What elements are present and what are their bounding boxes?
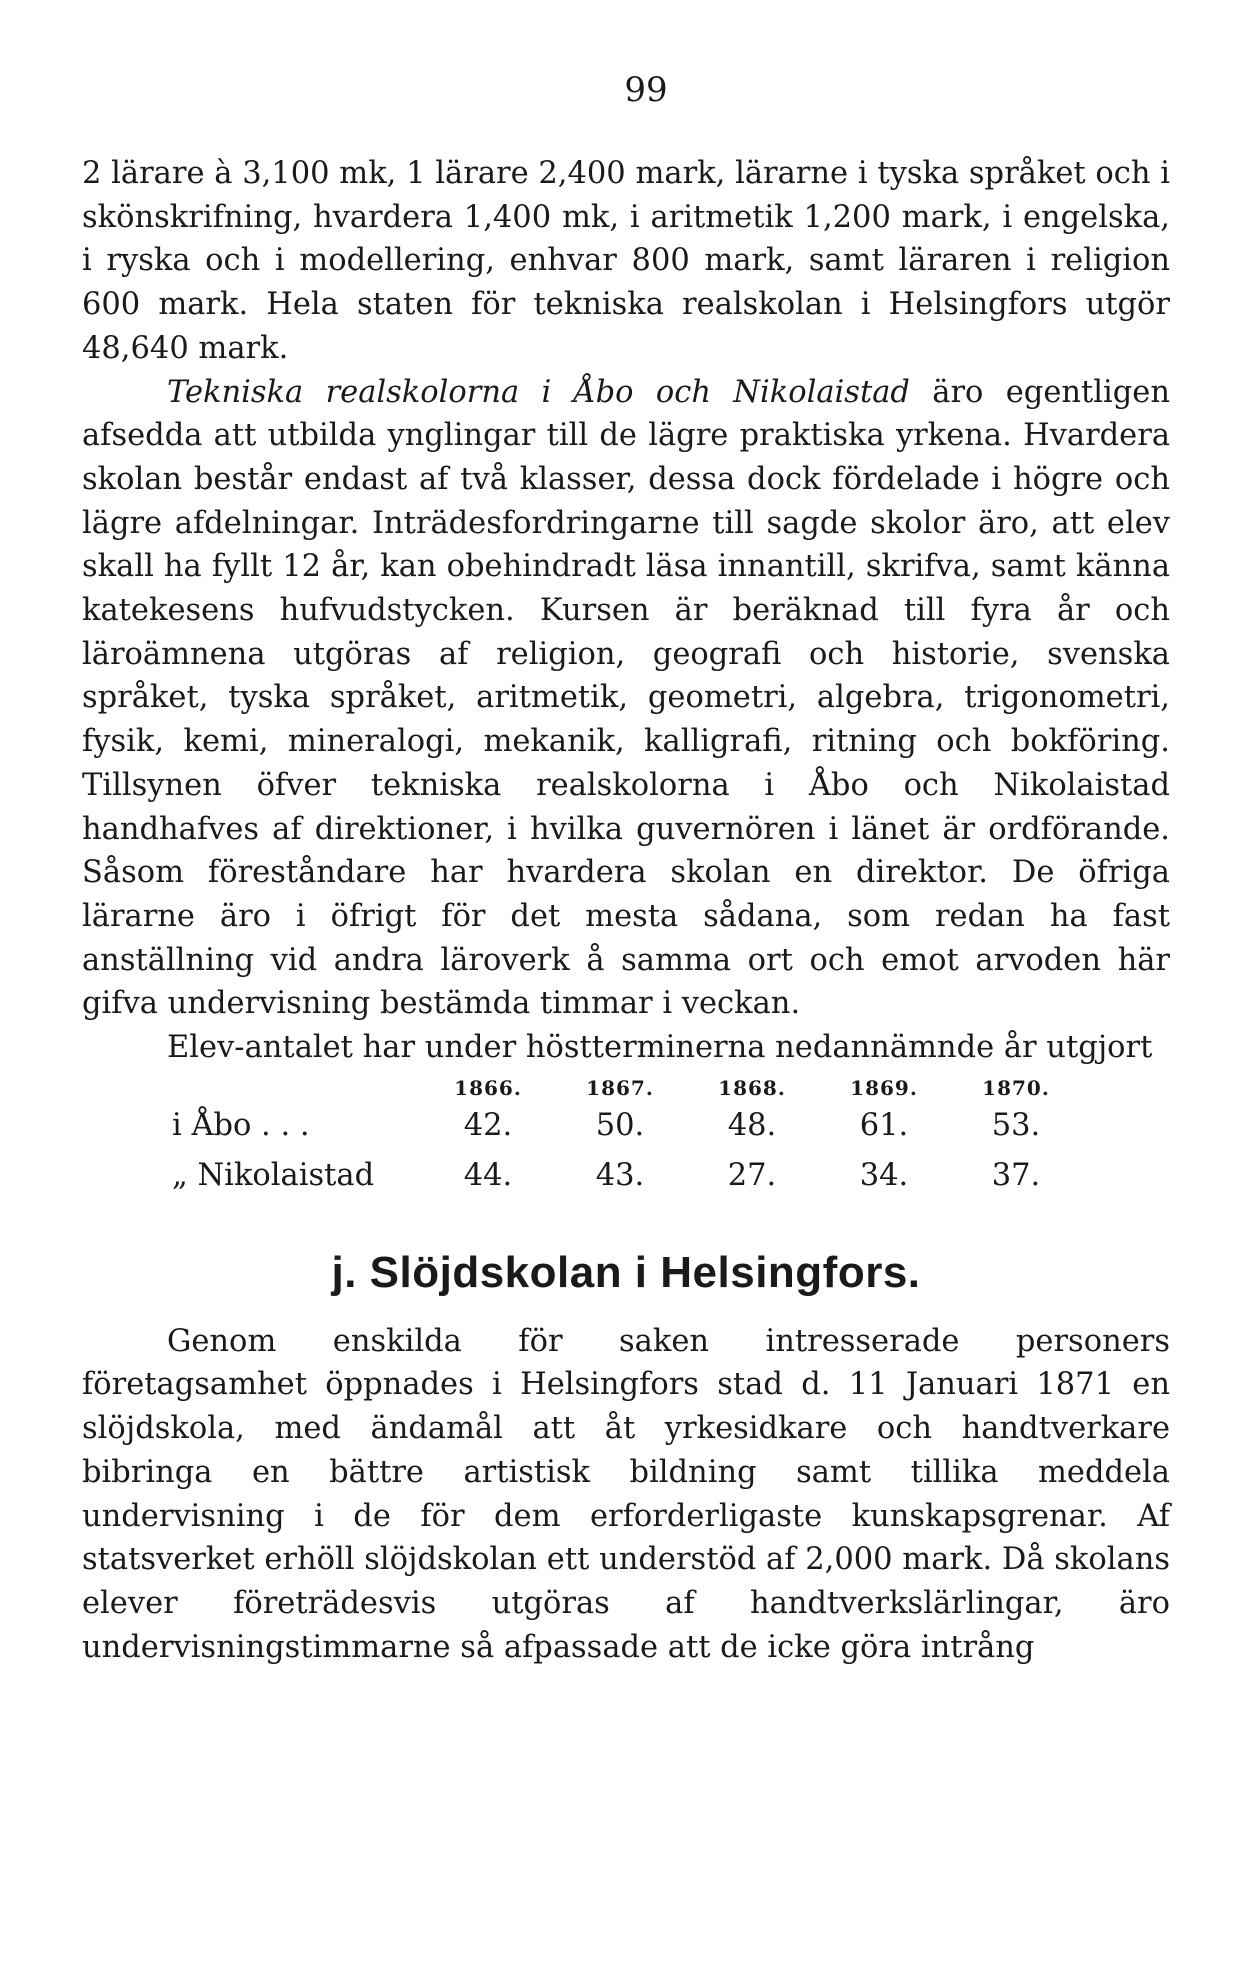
section-heading: j. Slöjdskolan i Helsingfors. (331, 1247, 921, 1297)
table-cell: 50. (595, 1107, 645, 1143)
paragraph-teacher-salaries: 2 lärare à 3,100 mk, 1 lärare 2,400 mark, lärarne i tyska språket och i skönskrifning, hvardera 1,400 mk, i aritmetik 1,200 mark, i engelska, i ryska och i modellering, enhvar 800 mark, samt läraren i religion 600 mark. Hela staten för tekniska realskolan i Helsingfors utgör 48,640 mark. (82, 156, 1170, 366)
paragraph-technical-schools-body: äro egentligen afsedda att utbilda ynglingar till de lägre praktiska yrkena. Hvardera skolan består endast af två klasser, dessa dock fördelade i högre och lägre afdelningar. Inträdesfordringarne till sagde skolor äro, att elev skall ha fyllt 12 år, kan obehindradt läsa innantill, skrifva, samt känna katekesens hufvudstycken. Kursen är beräknad till fyra år och läroämnena utgöras af religion, geografi och historie, svenska språket, tyska språket, aritmetik, geometri, algebra, trigonometri, fysik, kemi, mineralogi, mekanik, kalligrafi, ritning och bokföring. Tillsynen öfver tekniska realskolorna i Åbo och Nikolaistad handhafves af direktioner, i hvilka guvernören i länet är ordförande. Såsom föreståndare har hvardera skolan en direktor. De öfriga lärarne äro i öfrigt för det mesta sådana, som redan ha fast anställning vid andra läroverk å samma ort och emot arvoden här gifva undervisning bestämda timmar i veckan. (82, 374, 1170, 1022)
row-label: „ Nikolaistad (172, 1157, 375, 1193)
table-header-row (82, 1076, 1082, 1108)
year-header: 1867. (586, 1075, 654, 1100)
table-cell: 37. (991, 1157, 1041, 1193)
table-cell: 43. (595, 1157, 645, 1193)
paragraph-technical-schools (82, 371, 1170, 1027)
table-cell: 42. (463, 1107, 513, 1143)
year-header: 1868. (718, 1075, 786, 1100)
year-header: 1870. (982, 1075, 1050, 1100)
table-cell: 61. (859, 1107, 909, 1143)
table-row (82, 1158, 1082, 1208)
book-page (82, 70, 1170, 1669)
row-label: i Åbo . . . (172, 1107, 310, 1143)
year-header: 1869. (850, 1075, 918, 1100)
table-cell: 27. (727, 1157, 777, 1193)
table-row (82, 1108, 1082, 1158)
paragraph-craft-school: Genom enskilda för saken intresserade personers företagsamhet öppnades i Helsingfors stad d. 11 Januari 1871 en slöjdskola, med ändamål att åt yrkesidkare och handtverkare bibringa en bättre artistisk bildning samt tillika meddela undervisning i de för dem erforderligaste kunskapsgrenar. Af statsverket erhöll slöjdskolan ett understöd af 2,000 mark. Då skolans elever företrädesvis utgöras af handtverkslärlingar, äro undervisningstimmarne så afpassade att de icke göra intrång (82, 1323, 1170, 1665)
table-cell: 48. (727, 1107, 777, 1143)
table-cell: 34. (859, 1157, 909, 1193)
paragraph-student-count-intro: Elev-antalet har under höstterminerna nedannämnde år utgjort (167, 1030, 1153, 1066)
student-count-table (82, 1076, 1082, 1208)
italic-lead-phrase: Tekniska realskolorna i Åbo och Nikolaistad (167, 374, 910, 410)
table-cell: 53. (991, 1107, 1041, 1143)
year-header: 1866. (454, 1075, 522, 1100)
page-number: 99 (624, 70, 668, 110)
table-cell: 44. (463, 1157, 513, 1193)
